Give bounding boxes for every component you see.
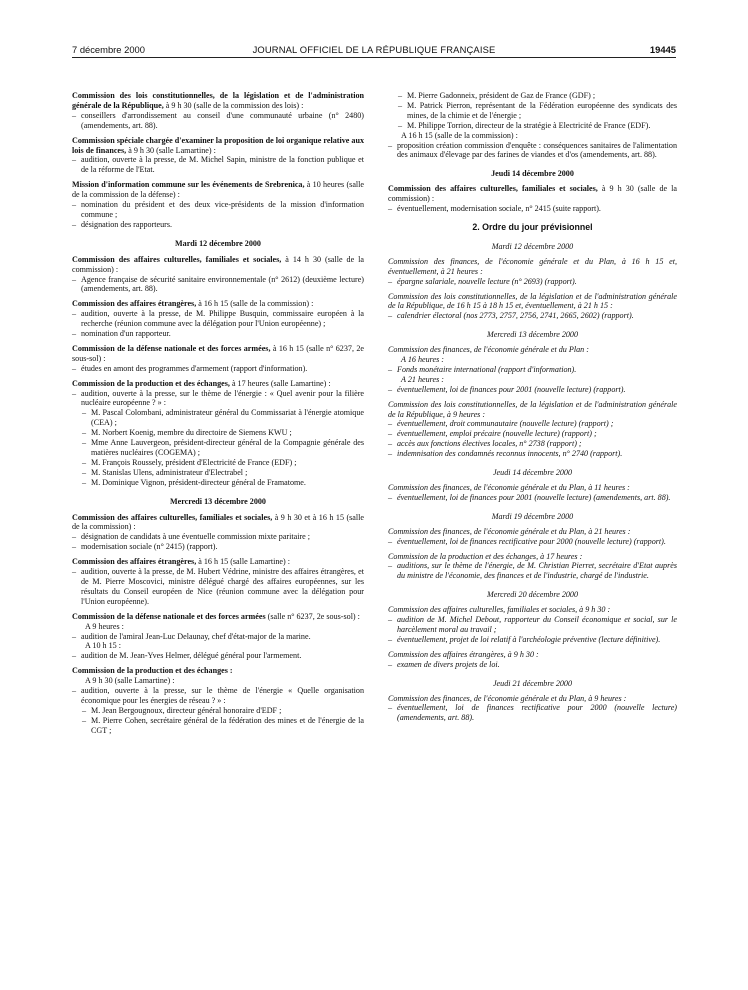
- speaker-item: – M. Philippe Torrion, directeur de la stratégie à Electricité de France (EDF).: [398, 121, 677, 131]
- committee-name: Commission des lois constitutionnelles, de la législation et de l'administration générale de la République,: [388, 291, 677, 311]
- agenda-item: – études en amont des programmes d'armement (rapport d'information).: [72, 364, 364, 374]
- agenda-entry: [388, 292, 677, 322]
- committee-name: Commission des affaires étrangères,: [72, 299, 197, 309]
- meeting-time: à 9 h 30 et à 16 h 15 (salle de la commission) :: [72, 512, 364, 532]
- agenda-item: – épargne salariale, nouvelle lecture (n° 2693) (rapport).: [388, 277, 677, 287]
- time-slot: A 16 h 15 (salle de la commission) :: [401, 130, 518, 140]
- agenda-entry: [72, 299, 364, 339]
- agenda-item: – proposition création commission d'enquête : conséquences sanitaires de l'alimentation des animaux d'élevage par des farines de viandes et d'os (amendements, art. 88).: [388, 141, 677, 161]
- agenda-item: – examen de divers projets de loi.: [388, 660, 677, 670]
- left-column: [72, 91, 364, 741]
- speaker-item: – M. Patrick Pierron, représentant de la Fédération européenne des syndicats des mines, de la chimie et de l'énergie ;: [398, 101, 677, 121]
- committee-name: Commission des affaires culturelles, familiales et sociales,: [72, 254, 282, 264]
- agenda-item: – indemnisation des condamnés reconnus innocents, n° 2740 (rapport).: [388, 449, 677, 459]
- time-slot: A 10 h 15 :: [85, 641, 121, 651]
- speaker-item: – M. Stanislas Ulens, administrateur d'Electrabel ;: [82, 468, 364, 478]
- speaker-item: – M. Norbert Koenig, membre du directoire de Siemens KWU ;: [82, 428, 364, 438]
- committee-name: Commission de la défense nationale et des forces armées,: [72, 343, 271, 353]
- agenda-entry: [72, 557, 364, 607]
- date-heading: Mardi 12 décembre 2000: [491, 241, 574, 251]
- committee-name: Commission de la production et des échanges,: [388, 551, 539, 561]
- agenda-item: – calendrier électoral (nos 2773, 2757, 2756, 2741, 2665, 2602) (rapport).: [388, 311, 677, 321]
- page-number: 19445: [649, 44, 676, 55]
- committee-name: Commission de la production et des échanges,: [72, 378, 230, 388]
- committee-name: Mission d'information commune sur les événements de Srebrenica,: [72, 180, 305, 190]
- header-rule: [72, 57, 676, 58]
- meeting-time: à 16 h 15 (salle Lamartine) :: [196, 557, 290, 567]
- committee-name: Commission des affaires étrangères,: [388, 649, 506, 659]
- committee-name: Commission des finances, de l'économie générale et du Plan :: [388, 345, 589, 355]
- agenda-item: – audition, ouverte à la presse, de M. Hubert Védrine, ministre des affaires étrangères, et de M. Pierre Moscovici, ministre délégué chargé des affaires européennes, sur les résultats du Conseil européen de Nice (réunion commune avec la délégation pour l'Union européenne).: [72, 567, 364, 607]
- committee-name: Commission des lois constitutionnelles, de la législation et de l'administration générale de la République,: [72, 91, 364, 110]
- agenda-item: – éventuellement, loi de finances pour 2001 (nouvelle lecture) (rapport).: [388, 385, 677, 395]
- agenda-entry-continued: [388, 91, 677, 160]
- agenda-item: – audition, ouverte à la presse, sur le thème de l'énergie : « Quel avenir pour la filière nucléaire européenne ? » :: [72, 389, 364, 409]
- agenda-item: – Agence française de sécurité sanitaire environnementale (n° 2612) (deuxième lecture) (amendements, art. 88).: [72, 275, 364, 295]
- date-heading: Mercredi 13 décembre 2000: [486, 330, 579, 340]
- meeting-time: à 9 heures :: [444, 409, 486, 419]
- committee-name: Commission des affaires culturelles, familiales et sociales,: [388, 184, 598, 194]
- right-column: [388, 91, 677, 728]
- meeting-time: à 16 h 15 (salle n° 6237, 2e sous-sol) :: [72, 343, 364, 363]
- committee-name: Commission des affaires étrangères,: [72, 557, 197, 567]
- agenda-entry: [72, 513, 364, 553]
- agenda-item: – désignation des rapporteurs.: [72, 220, 364, 230]
- date-heading: Mercredi 20 décembre 2000: [486, 590, 579, 600]
- date-heading: Jeudi 14 décembre 2000: [492, 468, 573, 478]
- agenda-entry: [388, 483, 677, 503]
- meeting-time: à 11 heures :: [586, 483, 630, 492]
- speaker-item: – M. Pierre Gadonneix, président de Gaz de France (GDF) ;: [398, 91, 677, 101]
- meeting-time: à 9 h 30 (salle Lamartine) :: [126, 145, 216, 155]
- committee-name: Commission des finances, de l'économie générale et du Plan,: [388, 256, 617, 266]
- agenda-item: – audition de M. Michel Debout, rapporteur du Conseil économique et social, sur le harcèlement moral au travail ;: [388, 615, 677, 635]
- date-heading: Jeudi 14 décembre 2000: [491, 169, 574, 179]
- agenda-entry: [388, 605, 677, 645]
- meeting-time: à 9 h 30 (salle de la commission des lois) :: [163, 100, 304, 110]
- agenda-entry: [388, 527, 677, 547]
- speaker-item: – M. Pierre Cohen, secrétaire général de la fédération des mines et de l'énergie de la CGT ;: [82, 716, 364, 736]
- time-slot: A 9 heures :: [85, 621, 124, 631]
- agenda-item: – éventuellement, emploi précaire (nouvelle lecture) (rapport) ;: [388, 429, 677, 439]
- meeting-time: à 16 h 15 (salle de la commission) :: [196, 299, 314, 309]
- meeting-time: à 10 heures (salle de la commission de la défense) :: [72, 180, 364, 200]
- agenda-item: – éventuellement, droit communautaire (nouvelle lecture) (rapport) ;: [388, 419, 677, 429]
- meeting-time: à 21 heures :: [586, 526, 631, 536]
- meeting-time: de 16 h 15 à 18 h 15 et, éventuellement, à 21 h 15 :: [444, 301, 613, 311]
- committee-name: Commission des finances, de l'économie générale et du Plan,: [388, 526, 587, 536]
- agenda-item: – éventuellement, loi de finances rectificative pour 2000 (nouvelle lecture) (rapport).: [388, 537, 677, 547]
- meeting-time: à 9 h 30 (salle de la commission) :: [388, 184, 677, 204]
- section-title: 2. Ordre du jour prévisionnel: [472, 221, 593, 232]
- agenda-item: – Fonds monétaire international (rapport d'information).: [388, 365, 677, 375]
- agenda-entry: [72, 136, 364, 176]
- agenda-item: – éventuellement, loi de finances rectificative pour 2000 (nouvelle lecture) (amendements, art. 88).: [388, 703, 677, 723]
- meeting-location: (salle n° 6237, 2e sous-sol) :: [265, 611, 360, 621]
- agenda-entry: [388, 694, 677, 724]
- committee-name: Commission des finances, de l'économie générale et du Plan,: [388, 693, 587, 703]
- agenda-item: – éventuellement, loi de finances pour 2001 (nouvelle lecture) (amendements, art. 88).: [388, 493, 677, 503]
- agenda-item: – auditions, sur le thème de l'énergie, de M. Christian Pierret, secrétaire d'Etat auprès du ministre de l'économie, des finances et de l'industrie, chargé de l'industrie.: [388, 561, 677, 581]
- agenda-entry: [72, 344, 364, 374]
- time-slot: A 16 heures :: [401, 355, 444, 365]
- committee-name: Commission de la production et des échanges :: [72, 666, 233, 676]
- agenda-entry: [388, 650, 677, 670]
- committee-name: Commission des lois constitutionnelles, de la législation et de l'administration générale de la République,: [388, 399, 677, 419]
- agenda-item: – nomination du président et des deux vice-présidents de la mission d'information commune ;: [72, 200, 364, 220]
- speaker-item: – M. Dominique Vignon, président-directeur général de Framatome.: [82, 478, 364, 488]
- date-heading: Jeudi 21 décembre 2000: [492, 678, 573, 688]
- meeting-time: à 17 heures (salle Lamartine) :: [229, 378, 331, 388]
- agenda-entry: [388, 184, 677, 214]
- meeting-time: à 9 h 30 :: [577, 605, 611, 615]
- committee-name: Commission spéciale chargée d'examiner la proposition de loi organique relative aux lois de finances,: [72, 135, 364, 155]
- agenda-item: – éventuellement, projet de loi relatif à l'archéologie préventive (lecture définitive).: [388, 635, 677, 645]
- journal-title: JOURNAL OFFICIEL DE LA RÉPUBLIQUE FRANÇAISE: [252, 44, 496, 55]
- agenda-item: – audition, ouverte à la presse, sur le thème de l'énergie « Quelle organisation économique pour les énergies de réseau ? » :: [72, 686, 364, 706]
- meeting-time: à 14 h 30 (salle de la commission) :: [72, 254, 364, 274]
- agenda-entry: [388, 552, 677, 582]
- agenda-item: – audition, ouverte à la presse, de M. Philippe Busquin, commissaire européen à la recherche (réunion commune avec la délégation pour l'Union européenne) ;: [72, 309, 364, 329]
- agenda-item: – éventuellement, modernisation sociale, n° 2415 (suite rapport).: [388, 204, 677, 214]
- time-slot: A 21 heures :: [401, 374, 444, 384]
- agenda-entry: [72, 379, 364, 488]
- speaker-item: – Mme Anne Lauvergeon, président-directeur général de la Compagnie générale des matières nucléaires (COGEMA) ;: [82, 438, 364, 458]
- speaker-item: – M. François Roussely, président d'Electricité de France (EDF) ;: [82, 458, 364, 468]
- running-header: [72, 44, 676, 58]
- agenda-item: – audition de M. Jean-Yves Helmer, délégué général pour l'armement.: [72, 651, 364, 661]
- agenda-item: – modernisation sociale (n° 2415) (rapport).: [72, 542, 364, 552]
- committee-name: Commission des finances, de l'économie générale et du Plan,: [388, 483, 587, 492]
- agenda-entry: [72, 666, 364, 735]
- date-heading: Mardi 12 décembre 2000: [175, 238, 261, 248]
- meeting-time: à 17 heures :: [538, 551, 583, 561]
- agenda-entry: [72, 180, 364, 230]
- meeting-time: à 9 h 30 :: [505, 649, 539, 659]
- committee-name: Commission des affaires culturelles, familiales et sociales,: [388, 605, 578, 615]
- agenda-entry: [388, 345, 677, 395]
- speaker-item: – M. Pascal Colombani, administrateur général du Commissariat à l'énergie atomique (CEA) ;: [82, 408, 364, 428]
- agenda-entry: [72, 91, 364, 131]
- committee-name: Commission des affaires culturelles, familiales et sociales,: [72, 512, 273, 522]
- time-slot: A 9 h 30 (salle Lamartine) :: [85, 676, 175, 686]
- committee-name: Commission de la défense nationale et des forces armées: [72, 611, 266, 621]
- meeting-time: à 16 h 15 et, éventuellement, à 21 heures :: [388, 256, 677, 276]
- date-heading: Mardi 19 décembre 2000: [491, 511, 574, 521]
- speaker-item: – M. Jean Bergougnoux, directeur général honoraire d'EDF ;: [82, 706, 364, 716]
- header-date: 7 décembre 2000: [72, 44, 145, 55]
- agenda-item: – désignation de candidats à une éventuelle commission mixte paritaire ;: [72, 532, 364, 542]
- agenda-entry: [72, 612, 364, 662]
- agenda-item: – nomination d'un rapporteur.: [72, 329, 364, 339]
- agenda-entry: [388, 257, 677, 287]
- agenda-entry: [72, 255, 364, 295]
- agenda-item: – accès aux fonctions électives locales, n° 2738 (rapport) ;: [388, 439, 677, 449]
- agenda-entry: [388, 400, 677, 459]
- agenda-item: – conseillers d'arrondissement au conseil d'une communauté urbaine (n° 2480) (amendements, art. 88).: [72, 111, 364, 131]
- agenda-item: – audition de l'amiral Jean-Luc Delaunay, chef d'état-major de la marine.: [72, 632, 364, 642]
- meeting-time: à 9 heures :: [586, 693, 627, 703]
- date-heading: Mercredi 13 décembre 2000: [170, 496, 266, 506]
- agenda-item: – audition, ouverte à la presse, de M. Michel Sapin, ministre de la fonction publique et de la réforme de l'Etat.: [72, 155, 364, 175]
